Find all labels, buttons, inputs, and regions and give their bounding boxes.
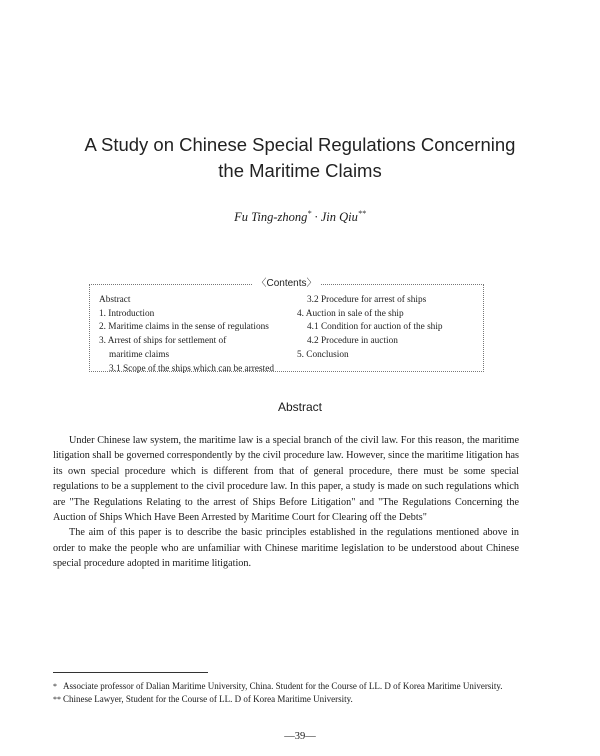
- footnote-1-mark: *: [53, 682, 57, 691]
- toc-item-arrest-of-ships-cont: maritime claims: [109, 349, 170, 360]
- toc-item-procedure-auction: 4.2 Procedure in auction: [307, 336, 398, 347]
- toc-item-auction: 4. Auction in sale of the ship: [297, 308, 404, 319]
- footnote-1-text: Associate professor of Dalian Maritime University, China. Student for the Course of LL. D of Korea Maritime University.: [63, 681, 503, 691]
- title-line-2: the Maritime Claims: [218, 160, 382, 181]
- abstract-body: [53, 433, 519, 572]
- contents-heading: 〈Contents〉: [253, 278, 319, 289]
- footnote-2-mark: **: [53, 695, 61, 704]
- paper-title: [0, 132, 600, 184]
- footnote-rule: [53, 672, 208, 673]
- toc-item-procedure-arrest: 3.2 Procedure for arrest of ships: [307, 295, 427, 305]
- author-2-mark: **: [357, 209, 366, 218]
- toc-item-abstract: Abstract: [99, 295, 131, 305]
- toc-item-condition-auction: 4.1 Condition for auction of the ship: [307, 322, 443, 333]
- toc-item-scope-of-ships: 3.1 Scope of the ships which can be arrested: [109, 363, 274, 374]
- contents-left-column: [99, 294, 274, 376]
- author-line: [0, 209, 600, 225]
- contents-right-column: [297, 294, 443, 363]
- contents-box: [89, 278, 484, 374]
- page-number: —39—: [284, 731, 316, 742]
- abstract-paragraph-2: The aim of this paper is to describe the basic principles established in the regulations mentioned above in order to make the people who are unfamiliar with Chinese maritime legislation to be understood about Chinese special procedure adopted in maritime litigation.: [53, 527, 519, 570]
- toc-item-introduction: 1. Introduction: [99, 308, 155, 319]
- footnote-2-text: Chinese Lawyer, Student for the Course of LL. D of Korea Maritime University.: [63, 694, 353, 704]
- footnote-2: [53, 693, 523, 706]
- abstract-heading: Abstract: [277, 400, 322, 414]
- author-separator: ·: [311, 210, 321, 225]
- author-1-mark: *: [307, 209, 312, 218]
- abstract-paragraph-1: Under Chinese law system, the maritime law is a special branch of the civil law. For this reason, the maritime litigation shall be governed correspondently by the civil procedure law. However, since the maritime litigation has its own special procedure which is different from that of general procedure, there must be some special regulations to be a supplement to the civil procedure law. In this paper, a study is made on such regulations which are "The Regulations Relating to the arrest of Ships Before Litigation" and "The Regulations Concerning the Auction of Ships Which Have Been Arrested by Maritime Court for Clearing off the Debts": [53, 435, 519, 524]
- toc-item-maritime-claims: 2. Maritime claims in the sense of regulations: [99, 322, 269, 333]
- footnotes: [53, 680, 523, 706]
- author-2: Jin Qiu: [320, 210, 358, 225]
- footnote-1: [53, 680, 523, 693]
- title-line-1: A Study on Chinese Special Regulations Concerning: [84, 134, 516, 155]
- toc-item-conclusion: 5. Conclusion: [297, 349, 349, 360]
- author-1: Fu Ting-zhong: [234, 210, 308, 225]
- toc-item-arrest-of-ships: 3. Arrest of ships for settlement of: [99, 336, 227, 347]
